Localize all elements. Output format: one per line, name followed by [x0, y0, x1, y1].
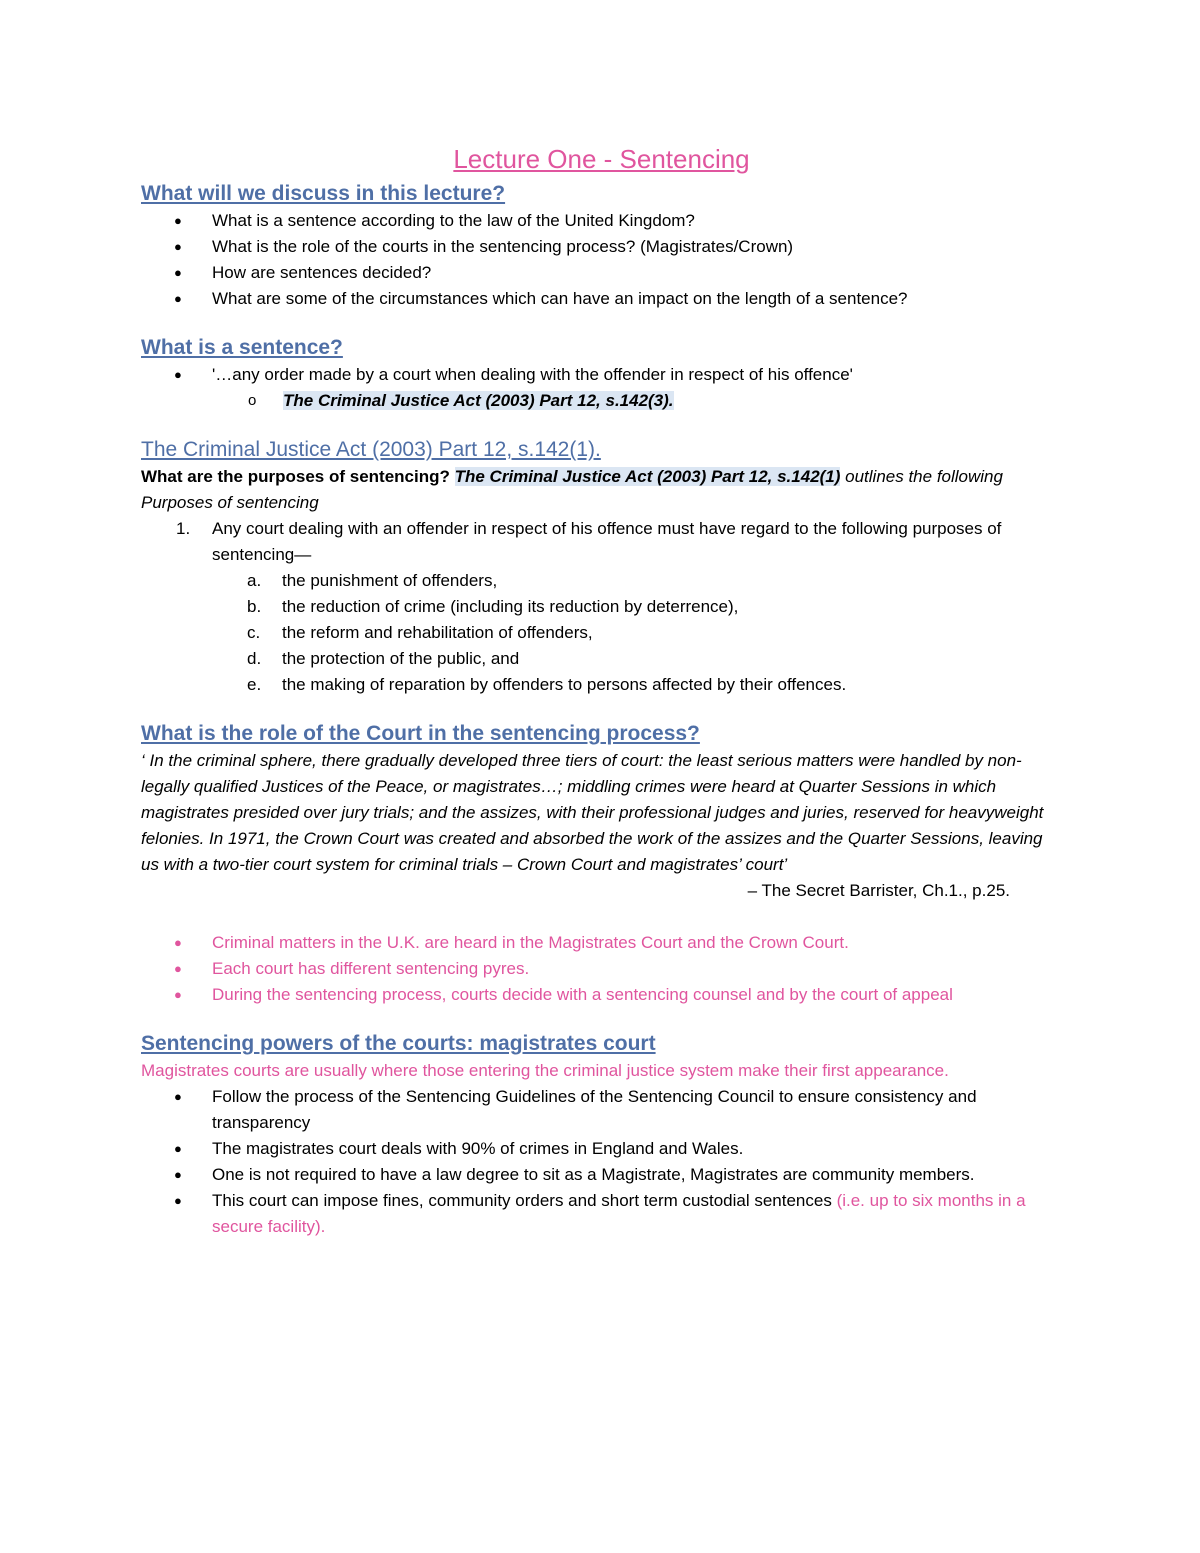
list-item: e. the making of reparation by offenders to persons affected by their offences.	[247, 675, 847, 694]
sentence-list	[141, 362, 1062, 388]
list-item: ● The magistrates court deals with 90% of crimes in England and Wales.	[174, 1139, 744, 1158]
citation-item: o The Criminal Justice Act (2003) Part 12, s.142(3).	[248, 391, 674, 410]
list-item: b. the reduction of crime (including its reduction by deterrence),	[247, 597, 739, 616]
list-item: ● This court can impose fines, community orders and short term custodial sentences (i.e. up to six months in a secure facility).	[174, 1191, 1026, 1236]
list-item: ● One is not required to have a law degree to sit as a Magistrate, Magistrates are community members.	[174, 1165, 975, 1184]
purposes-list	[141, 516, 1062, 568]
secret-barrister-quote: ‘ In the criminal sphere, there gradually developed three tiers of court: the least serious matters were handled by non-legally qualified Justices of the Peace, or magistrates…; middling crimes were heard at Quarter Sessions in which magistrates presided over jury trials; and the assizes, with their professional judges and juries, reserved for heavyweight felonies. In 1971, the Crown Court was created and absorbed the work of the assizes and the Quarter Sessions, leaving us with a two-tier court system for criminal trials – Crown Court and magistrates’ court’	[141, 751, 1044, 874]
page-title: Lecture One - Sentencing	[453, 144, 750, 174]
list-item: a. the punishment of offenders,	[247, 571, 498, 590]
citation-list	[141, 388, 1062, 414]
list-item: ● How are sentences decided?	[174, 263, 432, 282]
discuss-list	[141, 208, 1062, 312]
list-item: ● '…any order made by a court when dealing with the offender in respect of his offence'	[174, 365, 853, 384]
list-item: ● Criminal matters in the U.K. are heard in the Magistrates Court and the Crown Court.	[174, 933, 849, 952]
magistrates-list	[141, 1084, 1062, 1240]
list-item: c. the reform and rehabilitation of offenders,	[247, 623, 593, 642]
section-heading-role: What is the role of the Court in the sentencing process?	[141, 722, 700, 745]
list-item: ● What is the role of the courts in the sentencing process? (Magistrates/Crown)	[174, 237, 794, 256]
list-item: d. the protection of the public, and	[247, 649, 520, 668]
list-item: ● During the sentencing process, courts decide with a sentencing counsel and by the court of appeal	[174, 985, 953, 1004]
list-item: ● Follow the process of the Sentencing Guidelines of the Sentencing Council to ensure consistency and transparency	[174, 1087, 977, 1132]
purposes-sublist	[141, 568, 1062, 698]
court-points-list	[141, 930, 1062, 1008]
list-item: ● What are some of the circumstances which can have an impact on the length of a sentence?	[174, 289, 908, 308]
quote-attribution: – The Secret Barrister, Ch.1., p.25.	[747, 881, 1010, 900]
purposes-intro: What are the purposes of sentencing? The Criminal Justice Act (2003) Part 12, s.142(1) outlines the following Purposes of sentencing	[141, 467, 1003, 512]
section-heading-sentence: What is a sentence?	[141, 336, 343, 359]
magistrates-intro: Magistrates courts are usually where those entering the criminal justice system make their first appearance.	[141, 1061, 949, 1080]
section-heading-discuss: What will we discuss in this lecture?	[141, 182, 506, 205]
list-item: ● What is a sentence according to the law of the United Kingdom?	[174, 211, 695, 230]
citation-text: The Criminal Justice Act (2003) Part 12, s.142(3).	[283, 391, 674, 410]
section-heading-magistrates: Sentencing powers of the courts: magistrates court	[141, 1032, 656, 1055]
list-item: ● Each court has different sentencing pyres.	[174, 959, 530, 978]
section-heading-cja: The Criminal Justice Act (2003) Part 12, s.142(1).	[141, 438, 601, 461]
list-item: 1. Any court dealing with an offender in respect of his offence must have regard to the following purposes of sentencing—	[176, 519, 1002, 564]
